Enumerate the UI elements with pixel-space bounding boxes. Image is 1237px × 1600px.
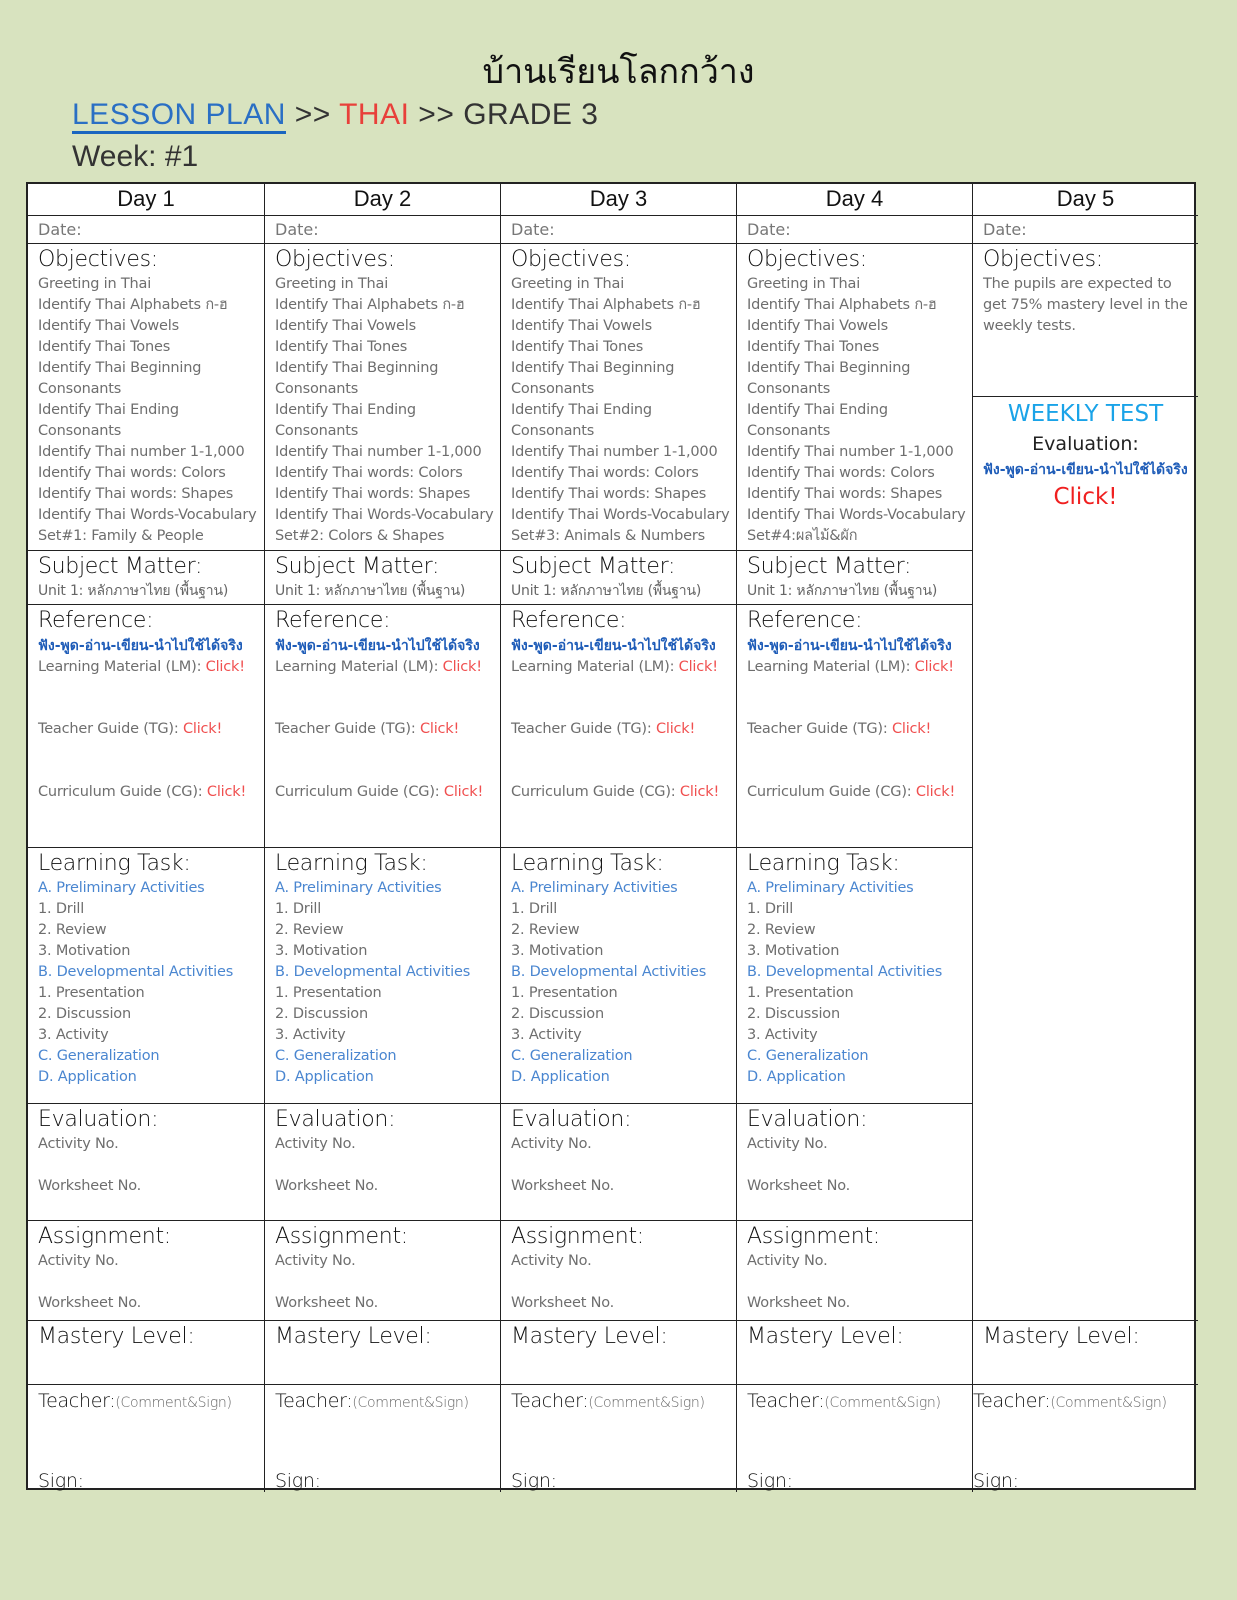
cg-label: Curriculum Guide (CG): (275, 784, 444, 800)
day-label: Day 2 (353, 186, 412, 211)
reference-heading: Reference: (275, 608, 391, 633)
activity-no: Activity No. (275, 1136, 356, 1152)
objective-item: Identify Thai words: Shapes (511, 486, 707, 502)
objectives-heading: Objectives: (983, 247, 1103, 272)
objective-item: Identify Thai Words-Vocabulary (38, 507, 257, 523)
activity-no: Activity No. (747, 1136, 828, 1152)
evaluation-cell (28, 1104, 265, 1221)
assignment-cell (501, 1221, 737, 1321)
objective-item: Identify Thai words: Colors (275, 465, 463, 481)
breadcrumb-sep: >> (294, 98, 331, 131)
objective-item: Identify Thai Tones (275, 339, 408, 355)
task-item: 2. Review (275, 922, 344, 938)
teacher-label: Teacher: (38, 1390, 116, 1412)
objective-item: Identify Thai words: Shapes (38, 486, 234, 502)
task-item: 2. Review (511, 922, 580, 938)
task-item: A. Preliminary Activities (511, 880, 678, 896)
objective-item: Identify Thai words: Shapes (275, 486, 471, 502)
objective-item: Identify Thai Ending (275, 402, 416, 418)
comment-sign-label: (Comment&Sign) (1050, 1395, 1167, 1411)
evaluation-cell (265, 1104, 501, 1221)
objective-item: Identify Thai number 1-1,000 (38, 444, 245, 460)
objective-item: Consonants (275, 423, 359, 439)
task-item: C. Generalization (275, 1048, 397, 1064)
task-item: D. Application (38, 1069, 137, 1085)
objective-item: Identify Thai number 1-1,000 (511, 444, 718, 460)
task-item: B. Developmental Activities (747, 964, 943, 980)
breadcrumb-sep: >> (418, 98, 455, 131)
evaluation-heading: Evaluation: (747, 1107, 868, 1132)
objective-item: Identify Thai Ending (511, 402, 652, 418)
task-item: 2. Review (747, 922, 816, 938)
lm-click-link[interactable]: Click! (205, 659, 245, 675)
assignment-cell (265, 1221, 501, 1321)
reference-link[interactable]: ฟัง-พูด-อ่าน-เขียน-นำไปใช้ได้จริง (511, 638, 716, 654)
day-header (265, 184, 501, 216)
reference-cell (737, 605, 973, 848)
teacher-cell (501, 1385, 737, 1492)
worksheet-no: Worksheet No. (511, 1178, 615, 1194)
objectives-heading: Objectives: (275, 247, 395, 272)
task-item: 2. Review (38, 922, 107, 938)
evaluation-heading: Evaluation: (275, 1107, 396, 1132)
worksheet-no: Worksheet No. (511, 1295, 615, 1311)
date-field[interactable]: Date: (747, 220, 791, 239)
lesson-plan-table (26, 182, 1196, 1490)
task-item: B. Developmental Activities (275, 964, 471, 980)
mastery-heading: Mastery Level: (983, 1324, 1140, 1349)
worksheet-no: Worksheet No. (38, 1178, 142, 1194)
weekly-test-cell (973, 397, 1198, 1321)
objective-item: Identify Thai Alphabets ก-ฮ (747, 297, 937, 313)
subject-matter-cell (737, 551, 973, 605)
date-cell (973, 216, 1198, 244)
date-cell (501, 216, 737, 244)
evaluation-cell (501, 1104, 737, 1221)
objective-item: Identify Thai Tones (511, 339, 644, 355)
task-item: 3. Activity (38, 1027, 109, 1043)
day-label: Day 3 (589, 186, 648, 211)
objective-item: Consonants (38, 423, 122, 439)
objectives-text: The pupils are expected to get 75% mastery level in the weekly tests. (983, 276, 1188, 334)
objective-item: Identify Thai Ending (38, 402, 179, 418)
objective-item: Consonants (275, 381, 359, 397)
date-cell (265, 216, 501, 244)
objective-item: Identify Thai Vowels (275, 318, 416, 334)
objective-item: Greeting in Thai (511, 276, 625, 292)
mastery-heading: Mastery Level: (275, 1324, 432, 1349)
objective-item: Greeting in Thai (38, 276, 152, 292)
lm-click-link[interactable]: Click! (442, 659, 482, 675)
activity-no: Activity No. (38, 1136, 119, 1152)
day-header (737, 184, 973, 216)
objective-item: Identify Thai Words-Vocabulary (511, 507, 730, 523)
reference-link[interactable]: ฟัง-พูด-อ่าน-เขียน-นำไปใช้ได้จริง (275, 638, 480, 654)
objective-item: Identify Thai Alphabets ก-ฮ (38, 297, 228, 313)
task-item: 1. Drill (511, 901, 558, 917)
activity-no: Activity No. (747, 1253, 828, 1269)
lm-label: Learning Material (LM): (38, 659, 206, 675)
task-item: D. Application (275, 1069, 374, 1085)
assignment-cell (28, 1221, 265, 1321)
day-label: Day 4 (825, 186, 884, 211)
lm-click-link[interactable]: Click! (678, 659, 718, 675)
comment-sign-label: (Comment&Sign) (115, 1395, 232, 1411)
objective-item: Identify Thai Beginning (747, 360, 911, 376)
comment-sign-label: (Comment&Sign) (352, 1395, 469, 1411)
objective-item: Identify Thai number 1-1,000 (747, 444, 954, 460)
objective-item: Identify Thai Vowels (747, 318, 888, 334)
objective-item: Identify Thai number 1-1,000 (275, 444, 482, 460)
learning-task-heading: Learning Task: (511, 851, 664, 876)
task-item: 3. Motivation (511, 943, 604, 959)
task-item: 1. Presentation (38, 985, 145, 1001)
task-item: 3. Activity (275, 1027, 346, 1043)
teacher-cell (28, 1385, 265, 1492)
reference-link[interactable]: ฟัง-พูด-อ่าน-เขียน-นำไปใช้ได้จริง (38, 638, 243, 654)
objective-item: Consonants (38, 381, 122, 397)
sign-label: Sign: (973, 1470, 1019, 1492)
day-header (28, 184, 265, 216)
objectives-cell (501, 244, 737, 551)
task-item: 2. Discussion (275, 1006, 368, 1022)
task-item: 2. Discussion (38, 1006, 131, 1022)
objectives-cell (737, 244, 973, 551)
date-field[interactable]: Date: (511, 220, 555, 239)
day-header (973, 184, 1198, 216)
week-label: Week: #1 (72, 140, 199, 173)
task-item: C. Generalization (511, 1048, 633, 1064)
objective-item: Identify Thai Words-Vocabulary (747, 507, 966, 523)
vocab-set: Set#1: Family & People (38, 528, 204, 544)
evaluation-heading: Evaluation: (511, 1107, 632, 1132)
mastery-cell (28, 1321, 265, 1385)
assignment-heading: Assignment: (511, 1224, 644, 1249)
mastery-cell (501, 1321, 737, 1385)
subject-heading: Subject Matter: (747, 554, 912, 579)
vocab-set: Set#3: Animals & Numbers (511, 528, 705, 544)
date-field[interactable]: Date: (983, 220, 1027, 239)
evaluation-heading: Evaluation: (38, 1107, 159, 1132)
reference-heading: Reference: (511, 608, 627, 633)
activity-no: Activity No. (275, 1253, 356, 1269)
school-title: บ้านเรียนโลกกว้าง (482, 52, 755, 92)
cg-label: Curriculum Guide (CG): (747, 784, 916, 800)
sign-label: Sign: (511, 1470, 557, 1492)
cg-click-link[interactable]: Click! (443, 784, 484, 800)
date-cell (28, 216, 265, 244)
cg-click-link[interactable]: Click! (915, 784, 956, 800)
learning-task-cell (265, 848, 501, 1104)
objectives-heading: Objectives: (511, 247, 631, 272)
reference-cell (28, 605, 265, 848)
lm-click-link[interactable]: Click! (914, 659, 954, 675)
subject-heading: Subject Matter: (38, 554, 203, 579)
date-cell (737, 216, 973, 244)
task-item: A. Preliminary Activities (747, 880, 914, 896)
task-item: D. Application (747, 1069, 846, 1085)
breadcrumb-lesson-plan[interactable]: LESSON PLAN (72, 98, 286, 134)
subject-heading: Subject Matter: (275, 554, 440, 579)
task-item: C. Generalization (747, 1048, 869, 1064)
comment-sign-label: (Comment&Sign) (824, 1395, 941, 1411)
task-item: A. Preliminary Activities (275, 880, 442, 896)
task-item: 1. Presentation (275, 985, 382, 1001)
learning-task-cell (28, 848, 265, 1104)
cg-click-link[interactable]: Click! (206, 784, 247, 800)
reference-heading: Reference: (38, 608, 154, 633)
sign-label: Sign: (38, 1470, 84, 1492)
date-field[interactable]: Date: (38, 220, 82, 239)
task-item: 1. Drill (747, 901, 794, 917)
task-item: 3. Motivation (275, 943, 368, 959)
teacher-cell (737, 1385, 973, 1492)
task-item: 2. Discussion (511, 1006, 604, 1022)
objective-item: Identify Thai Alphabets ก-ฮ (511, 297, 701, 313)
worksheet-no: Worksheet No. (38, 1295, 142, 1311)
objective-item: Greeting in Thai (747, 276, 861, 292)
mastery-cell (737, 1321, 973, 1385)
worksheet-no: Worksheet No. (275, 1295, 379, 1311)
task-item: 3. Motivation (38, 943, 131, 959)
task-item: 1. Drill (275, 901, 322, 917)
task-item: 3. Activity (747, 1027, 818, 1043)
objective-item: Consonants (511, 381, 595, 397)
objectives-cell (28, 244, 265, 551)
assignment-heading: Assignment: (38, 1224, 171, 1249)
day-label: Day 5 (1056, 186, 1115, 211)
learning-task-heading: Learning Task: (747, 851, 900, 876)
objective-item: Identify Thai Vowels (511, 318, 652, 334)
reference-cell (265, 605, 501, 848)
sign-label: Sign: (747, 1470, 793, 1492)
activity-no: Activity No. (38, 1253, 119, 1269)
tg-label: Teacher Guide (TG): (275, 721, 420, 737)
objectives-cell (973, 244, 1198, 397)
task-item: 1. Presentation (747, 985, 854, 1001)
tg-label: Teacher Guide (TG): (511, 721, 656, 737)
mastery-heading: Mastery Level: (747, 1324, 904, 1349)
teacher-label: Teacher: (511, 1390, 589, 1412)
vocab-set: Set#4:ผลไม้&ผัก (747, 528, 858, 544)
tg-label: Teacher Guide (TG): (38, 721, 183, 737)
subject-unit: Unit 1: หลักภาษาไทย (พื้นฐาน) (38, 583, 229, 599)
task-item: A. Preliminary Activities (38, 880, 205, 896)
objective-item: Identify Thai words: Colors (38, 465, 226, 481)
weekly-test-title: WEEKLY TEST (1007, 401, 1164, 427)
subject-unit: Unit 1: หลักภาษาไทย (พื้นฐาน) (747, 583, 938, 599)
learning-task-cell (501, 848, 737, 1104)
tg-label: Teacher Guide (TG): (747, 721, 892, 737)
worksheet-no: Worksheet No. (275, 1178, 379, 1194)
subject-matter-cell (501, 551, 737, 605)
objective-item: Identify Thai Alphabets ก-ฮ (275, 297, 465, 313)
learning-task-heading: Learning Task: (38, 851, 191, 876)
mastery-heading: Mastery Level: (511, 1324, 668, 1349)
worksheet-no: Worksheet No. (747, 1178, 851, 1194)
lm-label: Learning Material (LM): (511, 659, 679, 675)
objective-item: Consonants (747, 423, 831, 439)
task-item: 2. Discussion (747, 1006, 840, 1022)
lm-label: Learning Material (LM): (747, 659, 915, 675)
cg-click-link[interactable]: Click! (679, 784, 720, 800)
reference-link[interactable]: ฟัง-พูด-อ่าน-เขียน-นำไปใช้ได้จริง (747, 638, 952, 654)
task-item: B. Developmental Activities (511, 964, 707, 980)
worksheet-no: Worksheet No. (747, 1295, 851, 1311)
vocab-set: Set#2: Colors & Shapes (275, 528, 445, 544)
task-item: 3. Motivation (747, 943, 840, 959)
breadcrumb-grade: GRADE 3 (463, 98, 599, 131)
objective-item: Identify Thai Words-Vocabulary (275, 507, 494, 523)
subject-unit: Unit 1: หลักภาษาไทย (พื้นฐาน) (275, 583, 466, 599)
weekly-test-link[interactable]: ฟัง-พูด-อ่าน-เขียน-นำไปใช้ได้จริง (983, 462, 1188, 478)
task-item: 3. Activity (511, 1027, 582, 1043)
objectives-heading: Objectives: (747, 247, 867, 272)
assignment-heading: Assignment: (275, 1224, 408, 1249)
cg-label: Curriculum Guide (CG): (511, 784, 680, 800)
tg-click-link[interactable]: Click! (891, 721, 932, 737)
day-label: Day 1 (117, 186, 175, 211)
objectives-heading: Objectives: (38, 247, 158, 272)
objective-item: Greeting in Thai (275, 276, 389, 292)
objective-item: Identify Thai Beginning (38, 360, 202, 376)
teacher-cell (265, 1385, 501, 1492)
objective-item: Identify Thai Tones (38, 339, 171, 355)
cg-label: Curriculum Guide (CG): (38, 784, 207, 800)
objective-item: Identify Thai words: Colors (511, 465, 699, 481)
objective-item: Identify Thai Vowels (38, 318, 179, 334)
tg-click-link[interactable]: Click! (655, 721, 696, 737)
objective-item: Identify Thai Ending (747, 402, 888, 418)
teacher-label: Teacher: (747, 1390, 825, 1412)
evaluation-cell (737, 1104, 973, 1221)
assignment-cell (737, 1221, 973, 1321)
date-field[interactable]: Date: (275, 220, 319, 239)
learning-task-cell (737, 848, 973, 1104)
breadcrumb-subject: THAI (339, 98, 410, 131)
tg-click-link[interactable]: Click! (419, 721, 460, 737)
objective-item: Identify Thai words: Shapes (747, 486, 943, 502)
mastery-cell (973, 1321, 1198, 1385)
subject-matter-cell (265, 551, 501, 605)
tg-click-link[interactable]: Click! (182, 721, 223, 737)
task-item: C. Generalization (38, 1048, 160, 1064)
assignment-heading: Assignment: (747, 1224, 880, 1249)
subject-unit: Unit 1: หลักภาษาไทย (พื้นฐาน) (511, 583, 702, 599)
objective-item: Identify Thai Beginning (275, 360, 439, 376)
teacher-label: Teacher: (275, 1390, 353, 1412)
breadcrumb (72, 98, 598, 132)
objective-item: Identify Thai Beginning (511, 360, 675, 376)
activity-no: Activity No. (511, 1253, 592, 1269)
day-header (501, 184, 737, 216)
evaluation-label: Evaluation: (1032, 433, 1139, 455)
task-item: 1. Drill (38, 901, 85, 917)
objective-item: Identify Thai words: Colors (747, 465, 935, 481)
teacher-label: Teacher: (973, 1390, 1051, 1412)
mastery-cell (265, 1321, 501, 1385)
learning-task-heading: Learning Task: (275, 851, 428, 876)
objectives-cell (265, 244, 501, 551)
reference-cell (501, 605, 737, 848)
objective-item: Consonants (511, 423, 595, 439)
weekly-test-click[interactable]: Click! (1053, 484, 1118, 510)
teacher-cell (973, 1385, 1198, 1492)
activity-no: Activity No. (511, 1136, 592, 1152)
reference-heading: Reference: (747, 608, 863, 633)
lm-label: Learning Material (LM): (275, 659, 443, 675)
task-item: D. Application (511, 1069, 610, 1085)
subject-matter-cell (28, 551, 265, 605)
sign-label: Sign: (275, 1470, 321, 1492)
mastery-heading: Mastery Level: (38, 1324, 195, 1349)
task-item: B. Developmental Activities (38, 964, 234, 980)
task-item: 1. Presentation (511, 985, 618, 1001)
comment-sign-label: (Comment&Sign) (588, 1395, 705, 1411)
objective-item: Identify Thai Tones (747, 339, 880, 355)
objective-item: Consonants (747, 381, 831, 397)
subject-heading: Subject Matter: (511, 554, 676, 579)
